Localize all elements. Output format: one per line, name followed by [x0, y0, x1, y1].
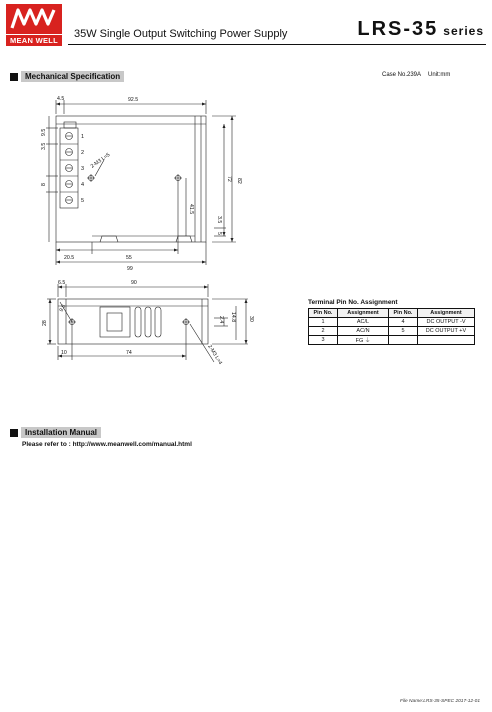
table-cell: DC OUTPUT -V — [418, 318, 475, 327]
table-cell: 1 — [309, 318, 338, 327]
dim-side-height: 28 — [42, 320, 48, 326]
table-cell: 4 — [389, 318, 418, 327]
dim-side-bottom-mid: 74 — [126, 350, 132, 356]
table-row — [309, 336, 475, 345]
terminal-label: 1 — [81, 134, 85, 140]
dim-height-total: 82 — [236, 178, 242, 184]
case-number: Case No.239A — [382, 72, 422, 78]
dim-bottom-mid: 55 — [126, 255, 132, 261]
dim-edge-small2: 5 — [216, 232, 222, 235]
table-cell: 2 — [309, 327, 338, 336]
page-title: 35W Single Output Switching Power Supply — [74, 28, 288, 40]
dim-pin-pitch: 9.5 — [41, 128, 47, 136]
dim-height-inner: 72 — [226, 176, 232, 182]
table-cell: DC OUTPUT +V — [418, 327, 475, 336]
section-bullet — [10, 429, 18, 437]
dim-side-hole-pitch: 9.5 — [58, 303, 68, 313]
table-cell: AC/N — [338, 327, 389, 336]
table-cell — [389, 336, 418, 345]
table-row — [309, 327, 475, 336]
dim-top-left-offset: 4.5 — [57, 96, 65, 102]
file-name-footer: File Name:LRS-35-SPEC 2017-12-01 — [400, 699, 480, 704]
dim-top-width: 92.5 — [128, 97, 139, 103]
terminal-label: 4 — [81, 182, 85, 188]
logo-wordmark: MEAN WELL — [6, 35, 62, 46]
dim-height-small: 8 — [41, 183, 47, 186]
installation-section-heading — [10, 424, 101, 438]
table-header-row — [309, 309, 475, 318]
table-cell: 5 — [389, 327, 418, 336]
dim-side-right-total: 30 — [248, 316, 254, 322]
series-suffix: series — [443, 24, 484, 38]
dim-side-right-b: 14.8 — [230, 312, 236, 323]
column-header: Pin No. — [389, 309, 418, 318]
table-cell: FG ⏚ — [338, 336, 389, 345]
pin-assignment-table — [308, 308, 475, 345]
column-header: Pin No. — [309, 309, 338, 318]
terminal-label: 3 — [81, 166, 85, 172]
column-header: Assignment — [418, 309, 475, 318]
column-header: Assignment — [338, 309, 389, 318]
table-cell: 3 — [309, 336, 338, 345]
top-view-outline — [56, 116, 206, 242]
terminal-label: 5 — [81, 198, 85, 204]
table-cell: AC/L — [338, 318, 389, 327]
dim-side-small: 3.5 — [41, 142, 47, 150]
dim-edge-small: 3.5 — [216, 216, 222, 224]
dim-depth-inner: 41.5 — [188, 204, 194, 215]
unit-label: Unit:mm — [428, 72, 451, 78]
dim-side-width: 90 — [131, 280, 137, 286]
dim-side-bottom-left: 10 — [61, 350, 67, 356]
dim-bottom-total: 99 — [127, 266, 133, 272]
dim-screw-a: 2-M3 L=5 — [89, 152, 112, 170]
pin-table-title: Terminal Pin No. Assignment — [308, 299, 398, 306]
table-cell — [418, 336, 475, 345]
table-row — [309, 318, 475, 327]
model-name: LRS-35 — [357, 18, 439, 40]
installation-link-text[interactable]: Please refer to : http://www.meanwell.com/manual.html — [22, 441, 192, 448]
dim-side-right-a: 2.4 — [218, 316, 224, 324]
dim-bottom-left: 20.5 — [64, 255, 75, 261]
terminal-label: 2 — [81, 150, 85, 156]
dim-side-top-left: 6.5 — [58, 280, 66, 286]
dim-screw-b: 2-M3 L=4 — [206, 343, 224, 366]
section-label: Installation Manual — [21, 427, 101, 438]
section-label: Mechanical Specification — [21, 71, 124, 82]
